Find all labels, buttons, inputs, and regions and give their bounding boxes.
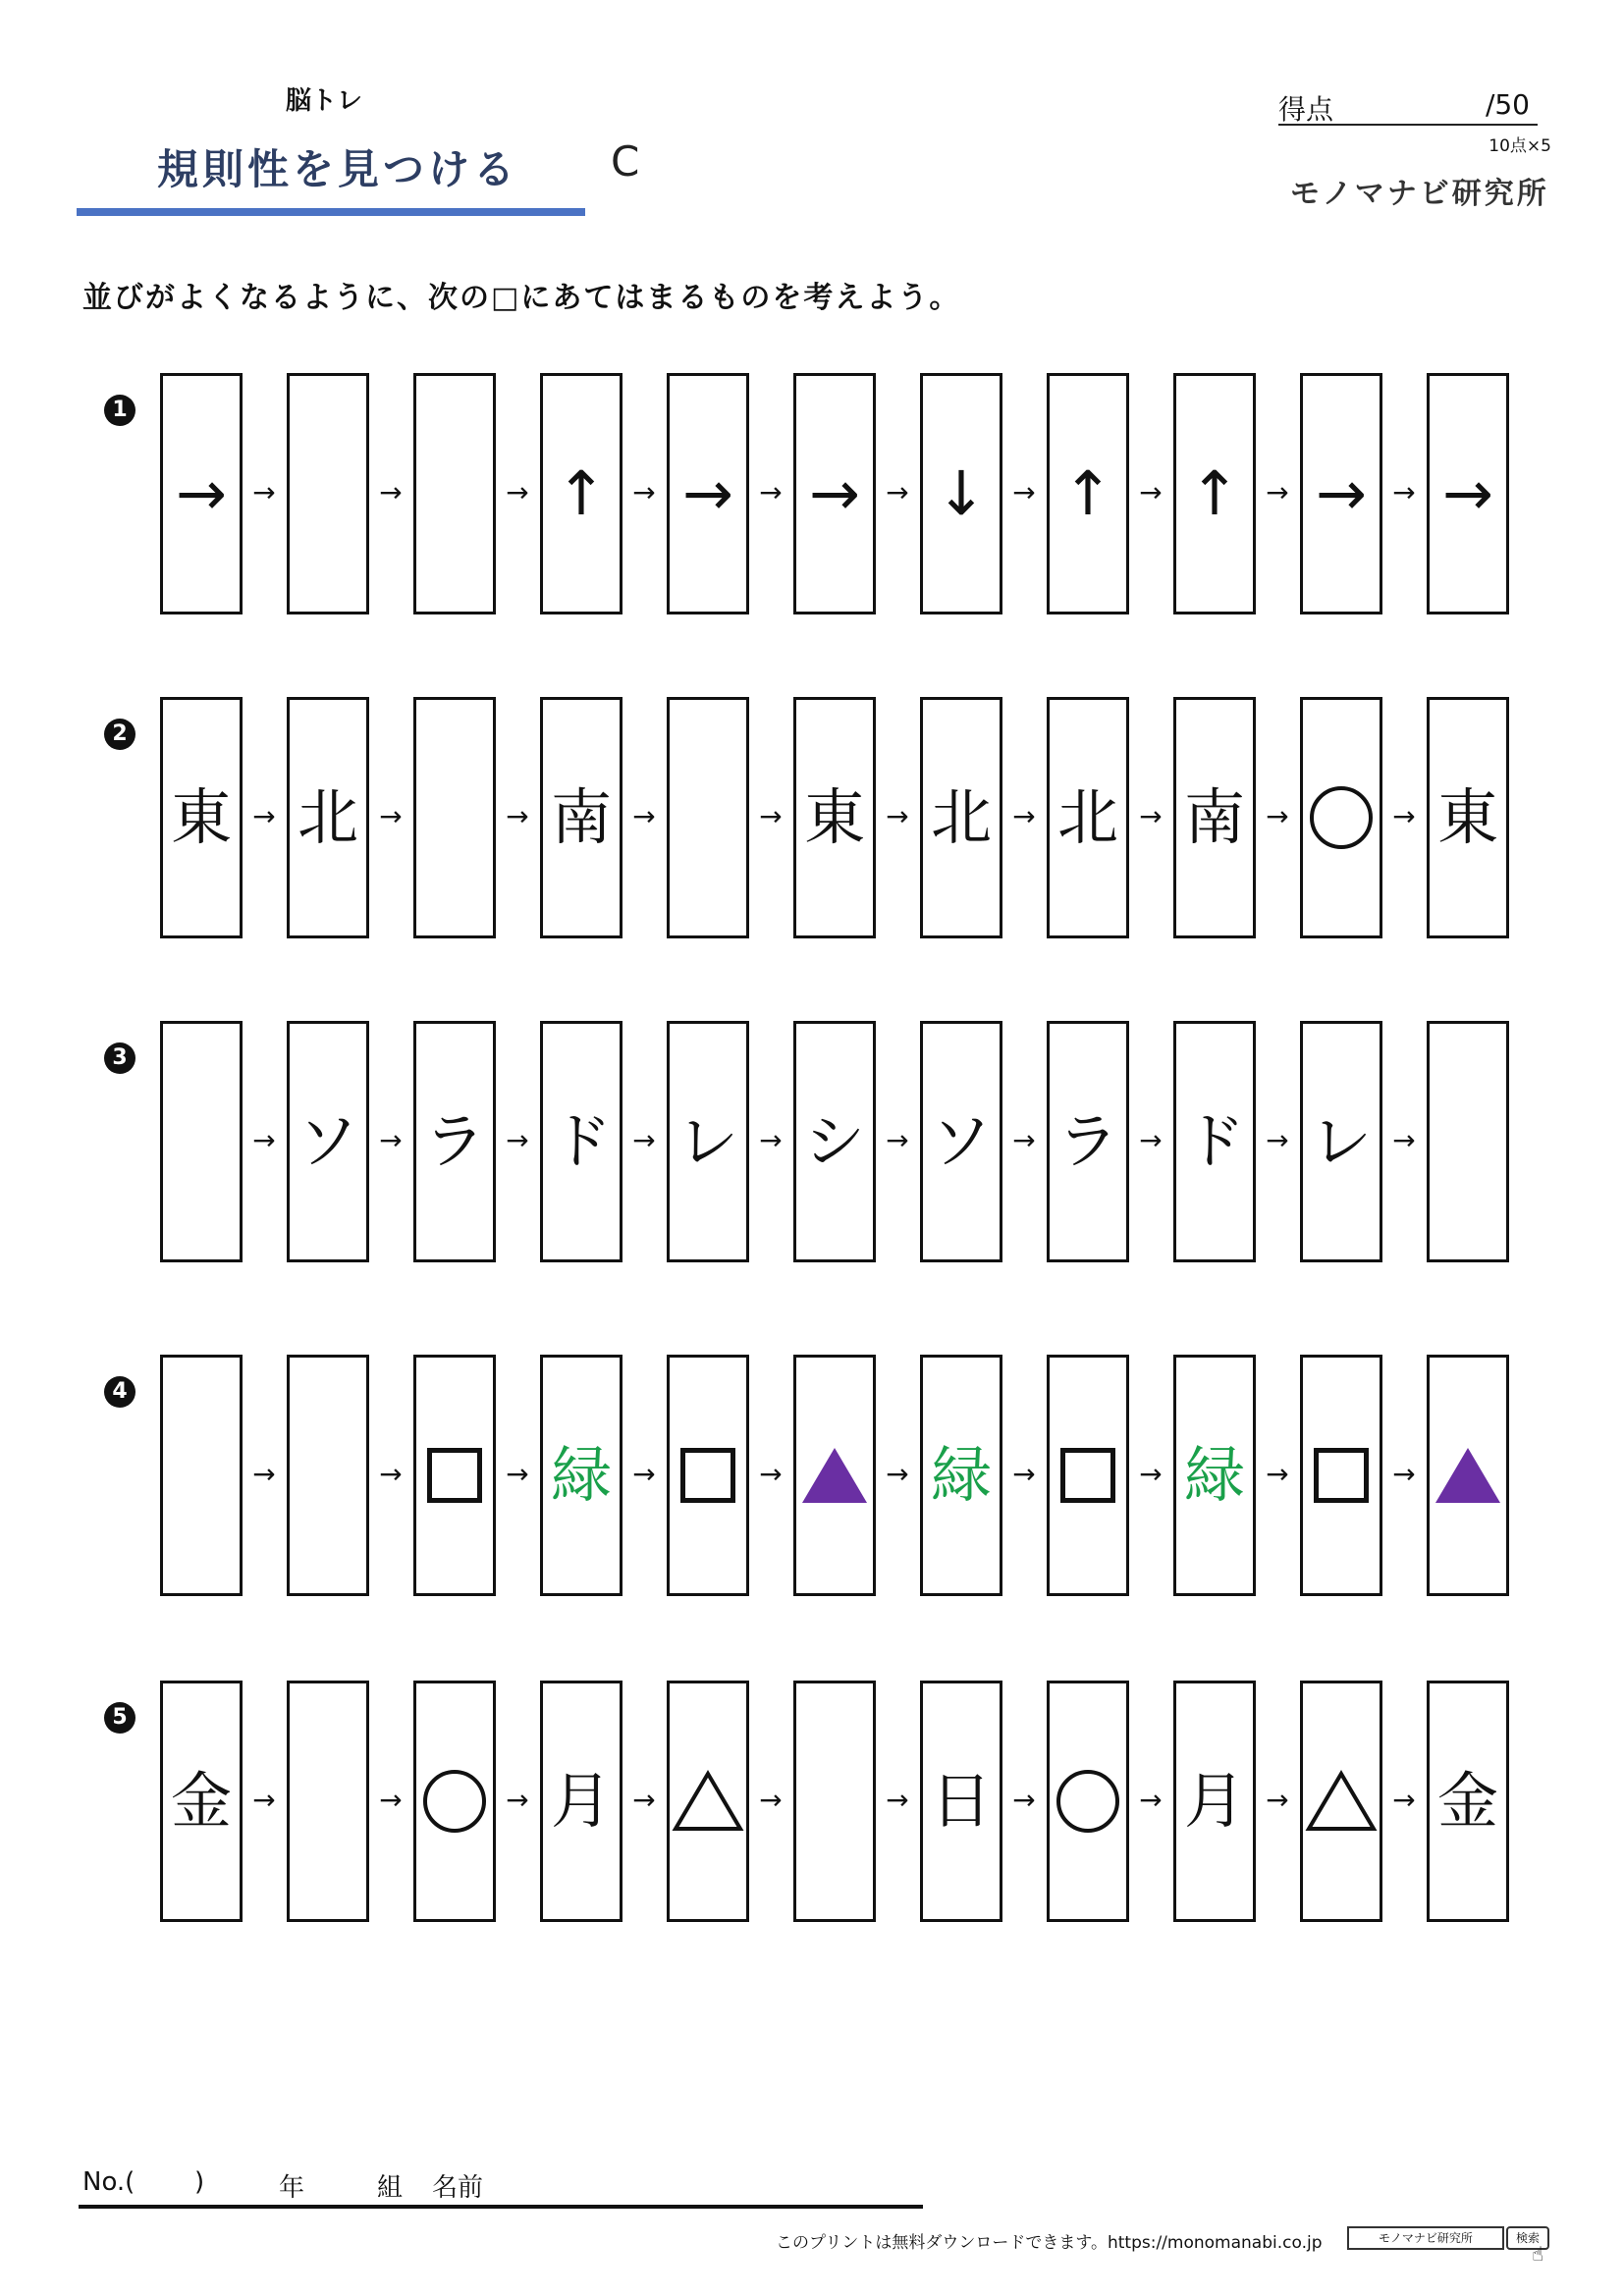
hand-pointer-icon: ☝ — [1532, 2242, 1544, 2266]
cell-text: → — [1316, 457, 1367, 529]
score-field — [1278, 88, 1538, 126]
cell-text: 東 — [1436, 781, 1498, 853]
sequence-cell — [1047, 1681, 1129, 1922]
sequence-arrow-icon: → — [1266, 800, 1289, 832]
sequence-arrow-icon: → — [252, 476, 276, 508]
cell-text: → — [1442, 457, 1493, 529]
sequence-arrow-icon: → — [379, 1124, 403, 1156]
name-underline — [79, 2205, 923, 2209]
sequence-arrow-icon: → — [1392, 1784, 1416, 1816]
circle-outline-icon — [423, 1770, 486, 1833]
sequence-arrow-icon: → — [506, 1458, 529, 1490]
square-outline-icon — [1060, 1448, 1115, 1503]
cell-text: 東 — [170, 781, 232, 853]
sequence-arrow-icon: → — [1012, 476, 1036, 508]
sequence-cell — [1427, 1355, 1509, 1596]
cell-text: 緑 — [1183, 1439, 1245, 1511]
cell-text: 北 — [1056, 781, 1118, 853]
sequence-cell — [540, 1681, 623, 1922]
sequence-cell — [1300, 697, 1382, 938]
sequence-arrow-icon: → — [632, 1124, 656, 1156]
sequence-cell — [1300, 373, 1382, 614]
cell-text: 緑 — [550, 1439, 612, 1511]
sequence-arrow-icon: → — [759, 1784, 783, 1816]
cell-text: 月 — [550, 1765, 612, 1837]
sequence-cell — [920, 1355, 1002, 1596]
filled-triangle-icon — [798, 1444, 871, 1507]
brand-logo: モノマナビ研究所 — [1290, 177, 1549, 211]
sequence-arrow-icon: → — [1012, 1784, 1036, 1816]
sequence-arrow-icon: → — [1266, 1124, 1289, 1156]
triangle-outline-icon — [1305, 1770, 1378, 1833]
cell-text: → — [682, 457, 733, 529]
sequence-arrow-icon: → — [1139, 800, 1163, 832]
sequence-cell — [1427, 373, 1509, 614]
sequence-arrow-icon: → — [379, 476, 403, 508]
cell-text: ド — [550, 1105, 612, 1177]
sequence-cell — [1047, 1021, 1129, 1262]
sequence-arrow-icon: → — [632, 1784, 656, 1816]
score-max: /50 — [1485, 88, 1530, 121]
answer-blank-cell[interactable] — [287, 373, 369, 614]
sequence-arrow-icon: → — [886, 1784, 909, 1816]
sequence-arrow-icon: → — [1139, 1784, 1163, 1816]
cell-text: 北 — [297, 781, 358, 853]
sequence-arrow-icon: → — [886, 476, 909, 508]
sequence-arrow-icon: → — [1012, 800, 1036, 832]
sequence-arrow-icon: → — [1266, 1784, 1289, 1816]
instruction-text: 並びがよくなるように、次の□にあてはまるものを考えよう。 — [82, 281, 961, 315]
answer-blank-cell[interactable] — [667, 697, 749, 938]
sequence-arrow-icon: → — [379, 1784, 403, 1816]
score-label: 得点 — [1278, 93, 1334, 126]
student-number-close: ) — [194, 2167, 205, 2197]
sequence-arrow-icon: → — [632, 1458, 656, 1490]
student-number-label: No.( — [82, 2167, 135, 2197]
name-label: 名前 — [432, 2173, 484, 2203]
problem-number: 4 — [104, 1376, 135, 1408]
sequence-arrow-icon: → — [506, 1784, 529, 1816]
sequence-cell — [413, 1681, 496, 1922]
sequence-arrow-icon: → — [506, 800, 529, 832]
sequence-cell — [1173, 697, 1256, 938]
sequence-arrow-icon: → — [1392, 476, 1416, 508]
answer-blank-cell[interactable] — [413, 697, 496, 938]
sequence-cell — [413, 1021, 496, 1262]
class-label: 組 — [377, 2173, 404, 2203]
sequence-arrow-icon: → — [1012, 1124, 1036, 1156]
cell-text: ↑ — [556, 457, 607, 529]
problem-row — [0, 1355, 1624, 1600]
answer-blank-cell[interactable] — [793, 1681, 876, 1922]
sequence-cell — [920, 373, 1002, 614]
sequence-arrow-icon: → — [886, 1124, 909, 1156]
sequence-cell — [667, 1681, 749, 1922]
answer-blank-cell[interactable] — [287, 1355, 369, 1596]
page-title: 規則性を見つける — [157, 145, 519, 193]
sequence-arrow-icon: → — [1392, 1458, 1416, 1490]
answer-blank-cell[interactable] — [160, 1355, 243, 1596]
cell-text: 月 — [1183, 1765, 1245, 1837]
answer-blank-cell[interactable] — [287, 1681, 369, 1922]
sequence-cell — [793, 1021, 876, 1262]
sequence-arrow-icon: → — [506, 476, 529, 508]
sequence-cell — [667, 1355, 749, 1596]
sequence-cell — [1173, 373, 1256, 614]
sequence-cell — [920, 697, 1002, 938]
sequence-cell — [667, 1021, 749, 1262]
square-outline-icon — [1314, 1448, 1369, 1503]
download-note: このプリントは無料ダウンロードできます。https://monomanabi.co.jp — [776, 2233, 1323, 2253]
sequence-arrow-icon: → — [886, 800, 909, 832]
sequence-cell — [160, 373, 243, 614]
sequence-cell — [667, 373, 749, 614]
sequence-cell — [1300, 1021, 1382, 1262]
sequence-cell — [920, 1681, 1002, 1922]
cell-text: 日 — [930, 1765, 992, 1837]
problem-row — [0, 697, 1624, 942]
square-outline-icon — [427, 1448, 482, 1503]
search-button[interactable]: 検索 — [1506, 2226, 1549, 2250]
sequence-arrow-icon: → — [759, 1458, 783, 1490]
cell-text: ド — [1183, 1105, 1245, 1177]
cell-text: 南 — [1183, 781, 1245, 853]
sequence-arrow-icon: → — [379, 1458, 403, 1490]
problem-number: 2 — [104, 719, 135, 750]
sequence-arrow-icon: → — [1139, 476, 1163, 508]
circle-outline-icon — [1056, 1770, 1119, 1833]
sequence-arrow-icon: → — [1392, 1124, 1416, 1156]
sequence-cell — [160, 697, 243, 938]
sequence-cell — [413, 1355, 496, 1596]
sequence-arrow-icon: → — [1139, 1124, 1163, 1156]
sequence-cell — [540, 1355, 623, 1596]
answer-blank-cell[interactable] — [160, 1021, 243, 1262]
category-label: 脳トレ — [286, 86, 363, 116]
cell-text: → — [809, 457, 860, 529]
filled-triangle-icon — [1432, 1444, 1504, 1507]
score-note: 10点×5 — [1489, 136, 1551, 156]
cell-text: ↓ — [936, 457, 987, 529]
cell-text: 金 — [170, 1765, 232, 1837]
answer-blank-cell[interactable] — [1427, 1021, 1509, 1262]
cell-text: 緑 — [930, 1439, 992, 1511]
sequence-arrow-icon: → — [759, 476, 783, 508]
cell-text: ↑ — [1189, 457, 1240, 529]
cell-text: 東 — [803, 781, 865, 853]
sequence-arrow-icon: → — [1012, 1458, 1036, 1490]
cell-text: 北 — [930, 781, 992, 853]
circle-outline-icon — [1310, 786, 1373, 849]
sequence-arrow-icon: → — [252, 1458, 276, 1490]
sequence-cell — [793, 1355, 876, 1596]
cell-text: ラ — [423, 1105, 485, 1177]
sequence-cell — [287, 1021, 369, 1262]
sequence-cell — [160, 1681, 243, 1922]
sequence-arrow-icon: → — [759, 800, 783, 832]
cell-text: ラ — [1056, 1105, 1118, 1177]
problem-number: 1 — [104, 395, 135, 426]
answer-blank-cell[interactable] — [413, 373, 496, 614]
sequence-cell — [540, 697, 623, 938]
sequence-cell — [1173, 1355, 1256, 1596]
year-label: 年 — [279, 2173, 305, 2203]
cell-text: ↑ — [1062, 457, 1113, 529]
cell-text: → — [176, 457, 227, 529]
title-underline — [77, 208, 585, 216]
sequence-cell — [1047, 697, 1129, 938]
level-label: C — [611, 137, 640, 186]
sequence-arrow-icon: → — [632, 476, 656, 508]
sequence-arrow-icon: → — [632, 800, 656, 832]
problem-row — [0, 373, 1624, 618]
sequence-cell — [287, 697, 369, 938]
sequence-arrow-icon: → — [1139, 1458, 1163, 1490]
cell-text: 南 — [550, 781, 612, 853]
search-box[interactable]: モノマナビ研究所 — [1347, 2226, 1504, 2250]
sequence-cell — [793, 373, 876, 614]
sequence-cell — [540, 1021, 623, 1262]
triangle-outline-icon — [672, 1770, 744, 1833]
sequence-cell — [540, 373, 623, 614]
sequence-cell — [1300, 1681, 1382, 1922]
sequence-arrow-icon: → — [1266, 476, 1289, 508]
sequence-cell — [920, 1021, 1002, 1262]
cell-text: ソ — [930, 1105, 992, 1177]
sequence-arrow-icon: → — [252, 1784, 276, 1816]
problem-row — [0, 1681, 1624, 1926]
sequence-arrow-icon: → — [1392, 800, 1416, 832]
sequence-cell — [1047, 1355, 1129, 1596]
problem-row — [0, 1021, 1624, 1266]
sequence-arrow-icon: → — [1266, 1458, 1289, 1490]
sequence-cell — [1173, 1681, 1256, 1922]
sequence-cell — [1047, 373, 1129, 614]
sequence-cell — [1300, 1355, 1382, 1596]
sequence-cell — [793, 697, 876, 938]
sequence-arrow-icon: → — [252, 800, 276, 832]
sequence-cell — [1427, 697, 1509, 938]
cell-text: 金 — [1436, 1765, 1498, 1837]
cell-text: レ — [1310, 1105, 1372, 1177]
sequence-arrow-icon: → — [759, 1124, 783, 1156]
sequence-arrow-icon: → — [252, 1124, 276, 1156]
cell-text: シ — [803, 1105, 865, 1177]
sequence-arrow-icon: → — [886, 1458, 909, 1490]
sequence-arrow-icon: → — [379, 800, 403, 832]
square-outline-icon — [680, 1448, 735, 1503]
cell-text: レ — [677, 1105, 738, 1177]
problem-number: 5 — [104, 1702, 135, 1734]
cell-text: ソ — [297, 1105, 358, 1177]
sequence-arrow-icon: → — [506, 1124, 529, 1156]
sequence-cell — [1173, 1021, 1256, 1262]
problem-number: 3 — [104, 1042, 135, 1074]
sequence-cell — [1427, 1681, 1509, 1922]
